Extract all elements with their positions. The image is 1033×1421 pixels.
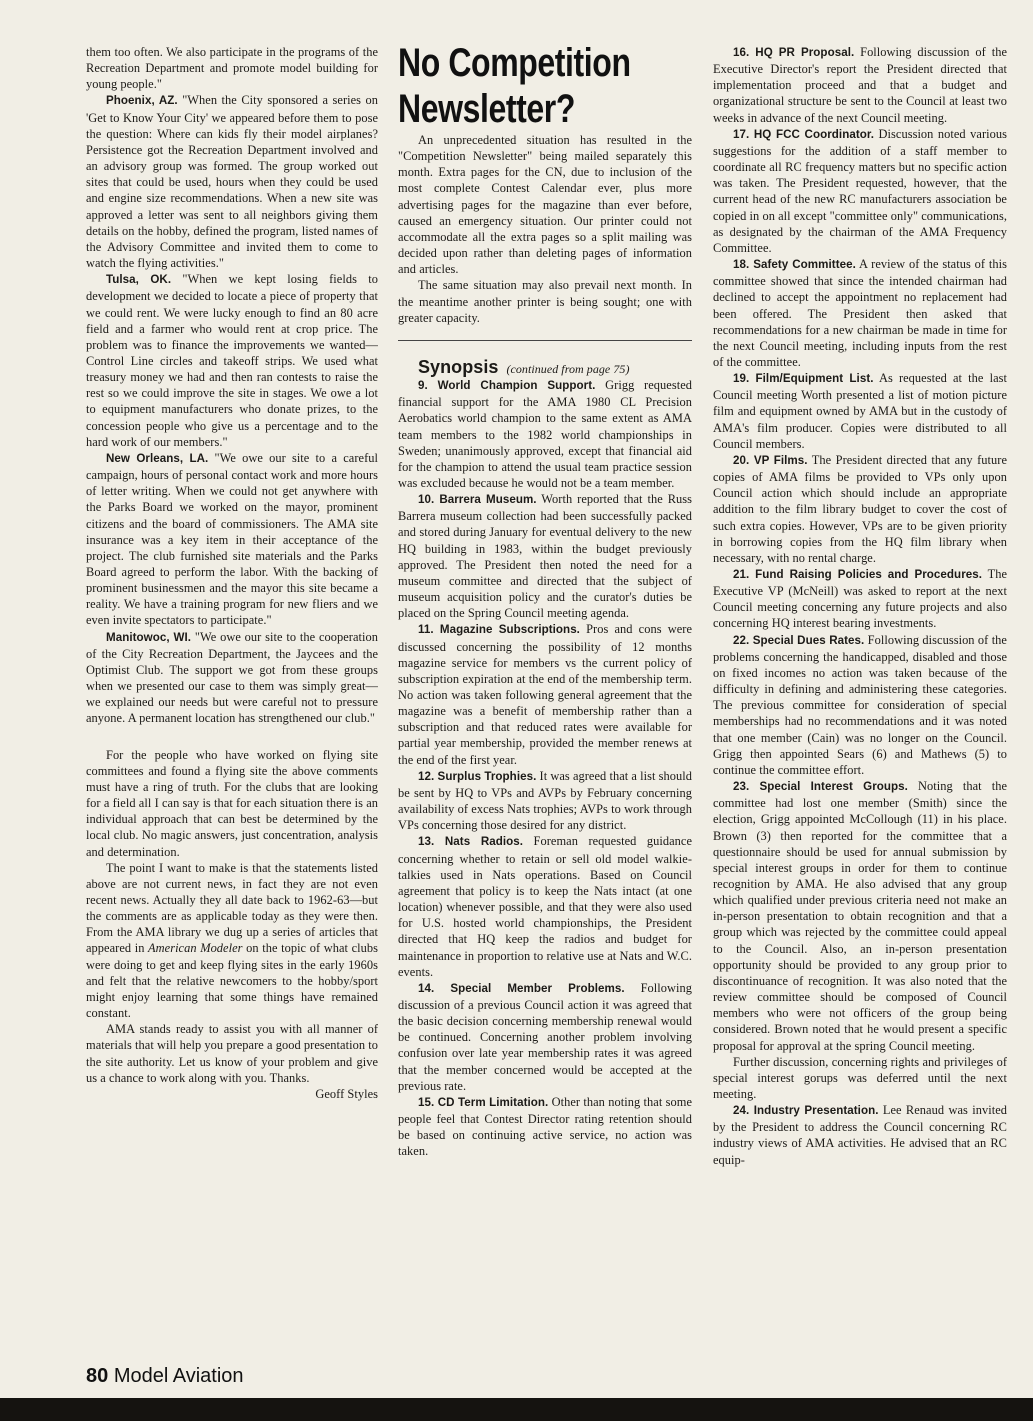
headline bbox=[398, 40, 638, 132]
magazine-name: Model Aviation bbox=[113, 1365, 244, 1387]
synopsis-item-9: 9. World Champion Support. Grigg requested financial support for the AMA 1980 CL Precision Aerobatics world champion to the same extent as AMA team members to the 1982 world championships in Sweden; unanimously approved, except that financial aid for the champion to attend the usual team practice session was excluded because he would not be a team member. bbox=[398, 378, 692, 490]
paragraph-tulsa: Tulsa, OK. "When we kept losing fields to development we decided to locate a piece of property that we could rent. We were lucky enough to find an 80 acre field and a farmer who would rent at crop price. The problem was to finance the improvements we wanted—Control Line circles and takeoff strips. We used what treasury money we had and then ran contests to raise the rest so we could improve the site in stages. We owe a lot to equipment manufacturers who donate prizes, to the concession people who give us a percentage and to the hard work of our members." bbox=[86, 272, 378, 449]
newsletter-intro-2: The same situation may also prevail next month. In the meantime another printer is being sought; one with greater capacity. bbox=[398, 278, 692, 325]
author-signature: Geoff Styles bbox=[315, 1086, 378, 1101]
scan-edge bbox=[0, 1398, 1033, 1421]
synopsis-item-20: 20. VP Films. The President directed that any future copies of AMA films be provided to VPs only upon Council action which should include an appropriate addition to the film library budget to cover the cost of such extra copies. However, VPs are to be given priority in borrowing copies from the HQ film library when necessary, with no rental charge. bbox=[713, 452, 1007, 565]
synopsis-item-24: 24. Industry Presentation. Lee Renaud was invited by the President to address the Council concerning RC industry views of AMA activities. He advised that an RC equip- bbox=[713, 1103, 1007, 1167]
city-lead-manitowoc: Manitowoc, WI. bbox=[106, 630, 192, 644]
section-divider bbox=[398, 340, 692, 341]
synopsis-item-16: 16. HQ PR Proposal. Following discussion of the Executive Director's report the President directed that implementation proceed and that a budget and organizational structure be sent to the Council at least two weeks in advance of the next Council meeting. bbox=[713, 45, 1007, 125]
synopsis-item-10: 10. Barrera Museum. Worth reported that the Russ Barrera museum collection had been successfully packed and stored during January for eventual delivery to the new HQ building in 1983, within the budget previously approved. The President then noted the need for a museum committee and directed that the subject of museum acquisition policy and the curator's duties be placed on the Spring Council meeting agenda. bbox=[398, 492, 692, 621]
synopsis-item-12: 12. Surplus Trophies. It was agreed that a list should be sent by HQ to VPs and AVPs by February concerning availability of excess Nats trophies; AVPs to work through VPs concerning those desired for any district. bbox=[398, 768, 692, 833]
synopsis-item-23: 23. Special Interest Groups. Noting that the committee had lost one member (Smith) since the election, Grigg appointed McCollough (11) in his place. Brown (3) then reported for the committee that a questionnaire should be used for annual submission by special interest groups in order for them to continue recognition by AMA. He also advised that any group which qualified under previous criteria need not make an in-person presentation to obtain recognition and that a group which was rejected by the committee could appeal to the Council. Also, an in-person presentation opportunity should be provided to any group prior to discontinuance of recognition. It was also noted that the review committee should be composed of Council members who were not officers of the group being considered. Brown noted that he would present a specific proposal for approval at the spring Council meeting. bbox=[713, 779, 1007, 1053]
synopsis-continued-note: (continued from page 75) bbox=[506, 361, 630, 376]
city-lead-phoenix: Phoenix, AZ. bbox=[106, 94, 178, 108]
paragraph-phoenix: Phoenix, AZ. "When the City sponsored a series on 'Get to Know Your City' we appeared before them to pose the question: Where can kids fly their model airplanes? Persistence got the Recreation Department involved and an advisory group was formed. The group worked out sites that could be used, hours when they could be used and engine size recommendations. When a new site was approved a letter was sent to all neighbors giving them details on the hobby, defined the program, listed names of the Advisory Committee and invited them to come to watch the flying activities." bbox=[86, 93, 378, 271]
publication-title: American Modeler bbox=[148, 941, 243, 956]
paragraph-people: For the people who have worked on flying site committees and found a flying site the above comments must have a ring of truth. For the clubs that are looking for a field all I can say is that for each situation there is an individual approach that can best be determined by the local club. No magic answers, just concentration, analysis and determination. bbox=[86, 747, 378, 859]
newsletter-intro-1: An unprecedented situation has resulted in the "Competition Newsletter" being mailed separately this month. Extra pages for the CN, due to inclusion of the most complete Contest Calendar ever, plus more advertising pages for the magazine than ever before, caused an emergency situation. Our printer could not accommodate all the extra pages so a split mailing was decided upon rather than deleting pages of information and articles. bbox=[398, 133, 692, 277]
page-number: 80 bbox=[86, 1365, 109, 1387]
synopsis-item-17: 17. HQ FCC Coordinator. Discussion noted various suggestions for the addition of a staff member to coordinate all RC frequency matters but no specific action was taken. The President requested, however, that the current head of the new RC manufacturers association be copied in on all except "committee only" communications, as designated by the chairman of the AMA Frequency Committee. bbox=[713, 126, 1007, 255]
paragraph-continuation: them too often. We also participate in the programs of the Recreation Department and promote model building for young people." bbox=[86, 45, 378, 92]
city-lead-new-orleans: New Orleans, LA. bbox=[106, 451, 209, 465]
synopsis-item-13: 13. Nats Radios. Foreman requested guidance concerning whether to retain or sell old model walkie-talkies used in Nats operations. Based on Council agreement that policy is to keep the Nats intact (at one location) whenever possible, and that they were also used for U.S. hosted world championships, the President directed that HQ keep the radios and budget for maintenance in proportion to relative use at Nats and W.C. events. bbox=[398, 834, 692, 979]
synopsis-item-14: 14. Special Member Problems. Following discussion of a previous Council action it was agreed that the basic decision concerning membership renewal would be continued. Concerning another problem involving confusion over late year membership rates it was agreed that the member concerned would be accepted at the previous rate. bbox=[398, 980, 693, 1093]
paragraph-new-orleans: New Orleans, LA. "We owe our site to a careful campaign, hours of personal contact work and more hours of letter writing. When we could not get anywhere with the Parks Board we worked on the mayor, prominent citizens and the board of commissioners. The AMA site insurance was a key item in their acceptance of the project. The club furnished site materials and the Parks Board agreed to perform the labor. With the backing of prominent businessmen and the mayor this site became a reality. We have a training program for new fliers and we even invite spectators to participate." bbox=[86, 450, 378, 628]
headline-line-2: Newsletter? bbox=[398, 87, 575, 131]
column-left bbox=[86, 44, 378, 1102]
paragraph-manitowoc: Manitowoc, WI. "We owe our site to the cooperation of the City Recreation Department, the Jaycees and the Optimist Club. The support we got from these groups when we presented our case to them was simply great—we explained our needs but were careful not to pressure anyone. A permanent location has strengthened our club." bbox=[86, 629, 378, 726]
synopsis-item-21: 21. Fund Raising Policies and Procedures. The Executive VP (McNeill) was asked to report at the next Council meeting concerning any future projects and also concerning HQ interest bearing investments. bbox=[713, 567, 1007, 631]
synopsis-item-22: 22. Special Dues Rates. Following discussion of the problems concerning the handicapped, disabled and those on fixed incomes no action was taken because of the difficulty in defining and administering these categories. The previous committee for consideration of special memberships had no recommendations and it was noted that one member (Cain) was no longer on the Council. Grigg then appointed Sears (6) and Mathews (5) to continue the committee effort. bbox=[713, 632, 1007, 777]
column-right bbox=[713, 44, 1007, 1168]
synopsis-item-15: 15. CD Term Limitation. Other than noting that some people feel that Contest Director rating retention should be based on continuing active service, no action was taken. bbox=[398, 1094, 692, 1159]
paragraph-ama: AMA stands ready to assist you with all manner of materials that will help you prepare a good presentation to the site authority. Let us know of your problem and give us a chance to work along with you. Thanks. bbox=[86, 1022, 378, 1085]
synopsis-item-19: 19. Film/Equipment List. As requested at the last Council meeting Worth presented a list of motion picture film and equipment owned by AMA but in the custody of AMA's film producer. Copies were distributed to all Council members. bbox=[713, 371, 1008, 451]
paragraph-further-discussion: Further discussion, concerning rights and privileges of special interest gorups was deferred until the next meeting. bbox=[713, 1054, 1007, 1101]
synopsis-item-18: 18. Safety Committee. A review of the status of this committee showed that since the intended chairman had declined to accept the appointment no replacement had been offered. The President then asked that recommendations for a new chairman be made in time for the next Council meeting, including inputs from the rest of the committee. bbox=[713, 257, 1008, 369]
synopsis-heading: Synopsis (continued from page 75) bbox=[418, 356, 630, 377]
city-lead-tulsa: Tulsa, OK. bbox=[106, 273, 172, 287]
page-footer bbox=[86, 1365, 244, 1388]
synopsis-item-11: 11. Magazine Subscriptions. Pros and cons were discussed concerning the possibility of 12 months magazine service for members vs the current policy of subscription expiration at the end of the membership term. No action was taken following general agreement that the magazine was a benefit of membership rather than a subscription and that reduced rates were available for partial year membership, provided the member renews at the end of the first year. bbox=[398, 622, 692, 767]
headline-line-1: No Competition bbox=[398, 41, 631, 85]
column-middle bbox=[398, 132, 692, 1160]
paragraph-point: The point I want to make is that the statements listed above are not current news, in fact they are not even recent news. Actually they all date back to 1962-63—but the comments are as applicable today as they were then. From the AMA library we dug up a series of articles that appeared in American Modeler on the topic of what clubs were doing to get and keep flying sites in the early 1960s and felt that the relative newcomers to the hobby/sport might enjoy learning that some things have remained constant. bbox=[86, 860, 378, 1021]
